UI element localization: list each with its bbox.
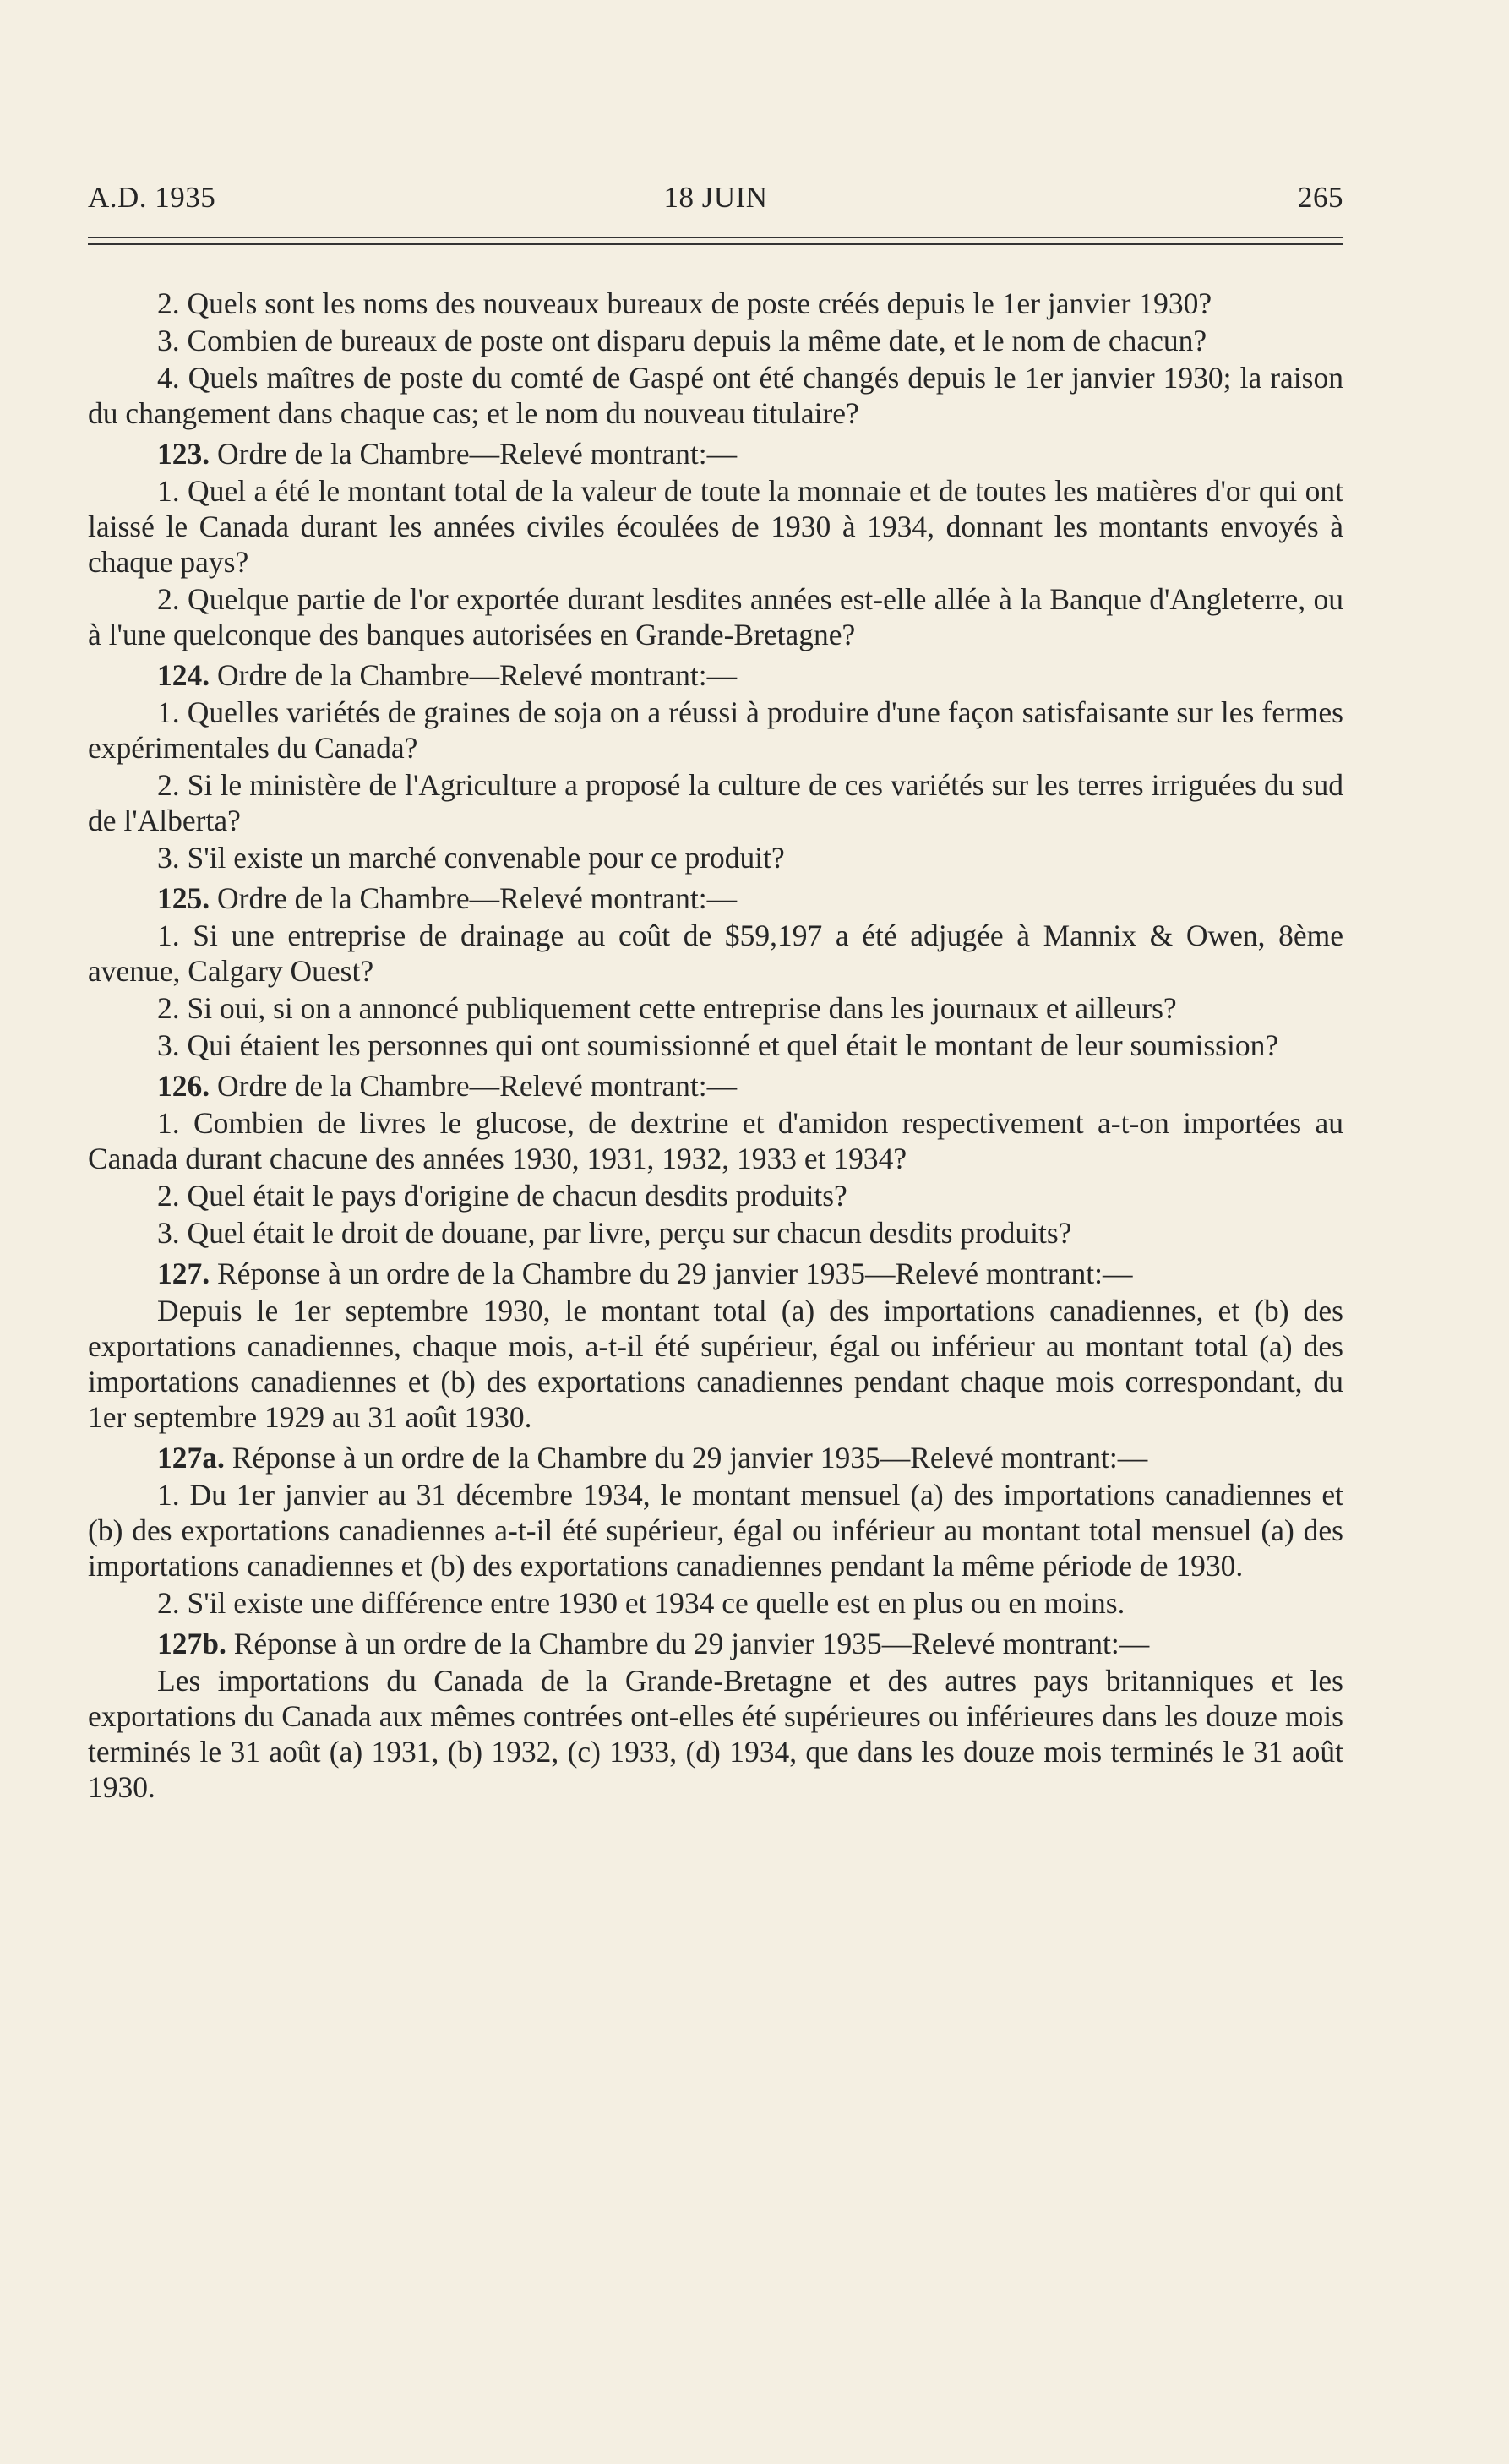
header-page-number: 265 xyxy=(1298,181,1343,214)
order-number: 126. xyxy=(157,1069,210,1103)
header-double-rule xyxy=(88,237,1343,245)
header-year: A.D. 1935 xyxy=(88,181,216,214)
order-heading xyxy=(88,657,1343,693)
header-date: 18 JUIN xyxy=(663,181,768,214)
question-paragraph: 1. Quel a été le montant total de la valeur de toute la monnaie et de toutes les matières d'or qui ont laissé le Canada durant les années civiles écoulées de 1930 à 1934, donnant les montants envoyés à chaque pays? xyxy=(88,474,1343,579)
order-heading xyxy=(88,1440,1343,1475)
order-heading-text: Réponse à un ordre de la Chambre du 29 janvier 1935—Relevé montrant:— xyxy=(217,1257,1133,1290)
order-number: 127a. xyxy=(157,1441,225,1475)
question-paragraph: 2. Si le ministère de l'Agriculture a proposé la culture de ces variétés sur les terres irriguées du sud de l'Alberta? xyxy=(88,768,1343,837)
order-heading-text: Ordre de la Chambre—Relevé montrant:— xyxy=(217,1069,738,1103)
question-paragraph: 1. Combien de livres le glucose, de dextrine et d'amidon respectivement a-t-on importées au Canada durant chacune des années 1930, 1931, 1932, 1933 et 1934? xyxy=(88,1106,1343,1175)
question-paragraph: 1. Du 1er janvier au 31 décembre 1934, le montant mensuel (a) des importations canadiennes et (b) des exportations canadiennes a-t-il été supérieur, égal ou inférieur au montant total mensuel (a) des importations canadiennes et (b) des exportations canadiennes pendant la même période de 1930. xyxy=(88,1478,1343,1583)
order-heading-text: Ordre de la Chambre—Relevé montrant:— xyxy=(217,658,738,692)
question-paragraph: 3. S'il existe un marché convenable pour ce produit? xyxy=(157,841,785,875)
order-number: 127. xyxy=(157,1257,210,1290)
question-paragraph: 2. Si oui, si on a annoncé publiquement cette entreprise dans les journaux et ailleurs? xyxy=(157,991,1177,1025)
order-heading-text: Réponse à un ordre de la Chambre du 29 janvier 1935—Relevé montrant:— xyxy=(232,1441,1148,1475)
question-paragraph: 4. Quels maîtres de poste du comté de Gaspé ont été changés depuis le 1er janvier 1930; la raison du changement dans chaque cas; et le nom du nouveau titulaire? xyxy=(88,361,1343,430)
question-paragraph: 3. Combien de bureaux de poste ont disparu depuis la même date, et le nom de chacun? xyxy=(157,324,1207,357)
order-number: 124. xyxy=(157,658,210,692)
order-heading-text: Ordre de la Chambre—Relevé montrant:— xyxy=(217,437,738,471)
order-heading xyxy=(88,436,1343,472)
order-heading xyxy=(88,1068,1343,1104)
question-paragraph: 1. Si une entreprise de drainage au coût de $59,197 a été adjugée à Mannix & Owen, 8ème avenue, Calgary Ouest? xyxy=(88,919,1343,988)
order-heading xyxy=(88,1256,1343,1291)
question-paragraph: 3. Qui étaient les personnes qui ont soumissionné et quel était le montant de leur soumission? xyxy=(157,1028,1279,1062)
order-heading-text: Réponse à un ordre de la Chambre du 29 janvier 1935—Relevé montrant:— xyxy=(233,1627,1150,1660)
question-paragraph: 2. Quel était le pays d'origine de chacun desdits produits? xyxy=(157,1179,847,1213)
order-number: 125. xyxy=(157,881,210,915)
question-paragraph: 2. Quels sont les noms des nouveaux bureaux de poste créés depuis le 1er janvier 1930? xyxy=(157,286,1212,320)
question-paragraph: 3. Quel était le droit de douane, par livre, perçu sur chacun desdits produits? xyxy=(157,1216,1072,1250)
order-heading-text: Ordre de la Chambre—Relevé montrant:— xyxy=(217,881,738,915)
question-paragraph: 1. Quelles variétés de graines de soja on a réussi à produire d'une façon satisfaisante sur les fermes expérimentales du Canada? xyxy=(88,695,1343,765)
document-page xyxy=(88,0,1343,2464)
order-heading xyxy=(88,1626,1343,1661)
question-paragraph: Les importations du Canada de la Grande-Bretagne et des autres pays britanniques et les exportations du Canada aux mêmes contrées ont-elles été supérieures ou inférieures dans les douze mois terminés le 31 août (a) 1931, (b) 1932, (c) 1933, (d) 1934, que dans les douze mois terminés le 31 août 1930. xyxy=(88,1664,1343,1804)
order-heading xyxy=(88,880,1343,916)
question-paragraph: 2. S'il existe une différence entre 1930 et 1934 ce quelle est en plus ou en moins. xyxy=(157,1586,1125,1620)
question-paragraph: 2. Quelque partie de l'or exportée durant lesdites années est-elle allée à la Banque d'Angleterre, ou à l'une quelconque des banques autorisées en Grande-Bretagne? xyxy=(88,582,1343,651)
page-header xyxy=(88,181,1343,223)
order-number: 123. xyxy=(157,437,210,471)
document-body xyxy=(88,286,1343,1805)
question-paragraph: Depuis le 1er septembre 1930, le montant total (a) des importations canadiennes, et (b) des exportations canadiennes, chaque mois, a-t-il été supérieur, égal ou inférieur au montant total (a) des importations canadiennes et (b) des exportations canadiennes pendant chaque mois correspondant, du 1er septembre 1929 au 31 août 1930. xyxy=(88,1294,1343,1434)
order-number: 127b. xyxy=(157,1627,226,1660)
